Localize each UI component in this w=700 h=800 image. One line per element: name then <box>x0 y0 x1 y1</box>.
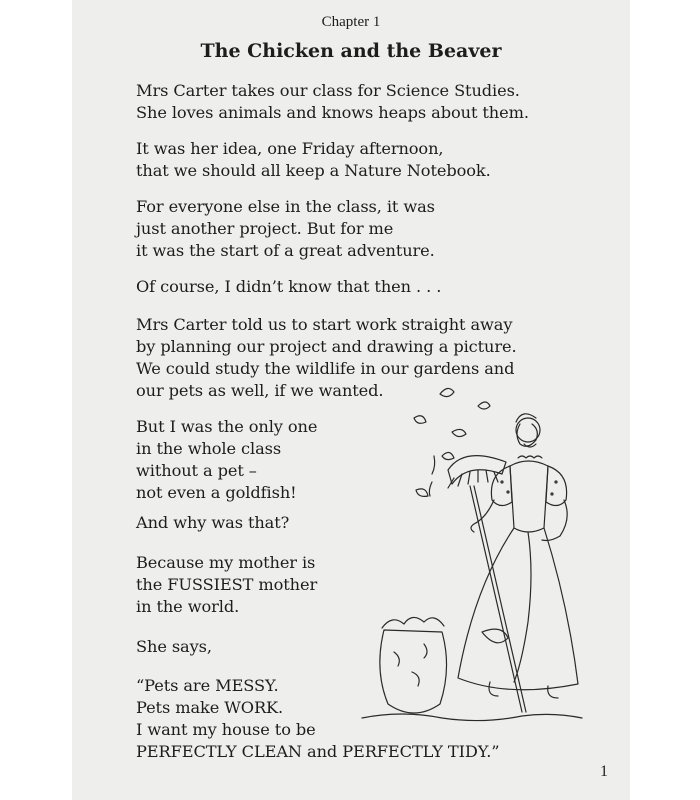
text-line: it was the start of a great adventure. <box>136 241 435 260</box>
text-line: It was her idea, one Friday afternoon, <box>136 139 444 158</box>
paragraph <box>136 138 491 182</box>
page-number: 1 <box>600 763 608 780</box>
text-line: not even a goldfish! <box>136 483 297 502</box>
text-line: our pets as well, if we wanted. <box>136 381 384 400</box>
text-line: just another project. But for me <box>136 219 394 238</box>
paragraph <box>136 552 317 618</box>
text-line: Because my mother is <box>136 553 316 572</box>
text-line: But I was the only one <box>136 417 318 436</box>
book-page <box>72 0 630 800</box>
woman-sweeping-leaves-illustration <box>352 382 622 732</box>
text-line: Of course, I didn’t know that then . . . <box>136 277 442 296</box>
text-line: by planning our project and drawing a picture. <box>136 337 517 356</box>
woman-figure-icon <box>458 414 578 698</box>
rake-icon <box>448 456 526 712</box>
text-line: We could study the wildlife in our gardens and <box>136 359 515 378</box>
text-line: She says, <box>136 637 212 656</box>
text-line: She loves animals and knows heaps about them. <box>136 103 529 122</box>
leaf-sack-icon <box>380 617 447 713</box>
text-line: in the whole class <box>136 439 282 458</box>
text-line: in the world. <box>136 597 240 616</box>
paragraph <box>136 636 212 658</box>
text-line: And why was that? <box>136 513 290 532</box>
text-line: the FUSSIEST mother <box>136 575 318 594</box>
text-line: “Pets are MESSY. <box>136 676 279 695</box>
paragraph <box>136 416 317 504</box>
paragraph <box>136 276 441 298</box>
text-line: without a pet – <box>136 461 257 480</box>
paragraph <box>136 512 289 534</box>
grass-icon <box>362 714 582 721</box>
text-line: Mrs Carter told us to start work straight away <box>136 315 513 334</box>
text-line: I want my house to be <box>136 720 316 739</box>
text-line: Pets make WORK. <box>136 698 284 717</box>
text-line: PERFECTLY CLEAN and PERFECTLY TIDY.” <box>136 742 500 761</box>
chapter-title: The Chicken and the Beaver <box>200 40 502 62</box>
text-line: that we should all keep a Nature Notebook. <box>136 161 491 180</box>
text-line: For everyone else in the class, it was <box>136 197 435 216</box>
chapter-label: Chapter 1 <box>321 14 381 30</box>
paragraph <box>136 80 529 124</box>
text-line: Mrs Carter takes our class for Science Studies. <box>136 81 520 100</box>
paragraph <box>136 196 435 262</box>
